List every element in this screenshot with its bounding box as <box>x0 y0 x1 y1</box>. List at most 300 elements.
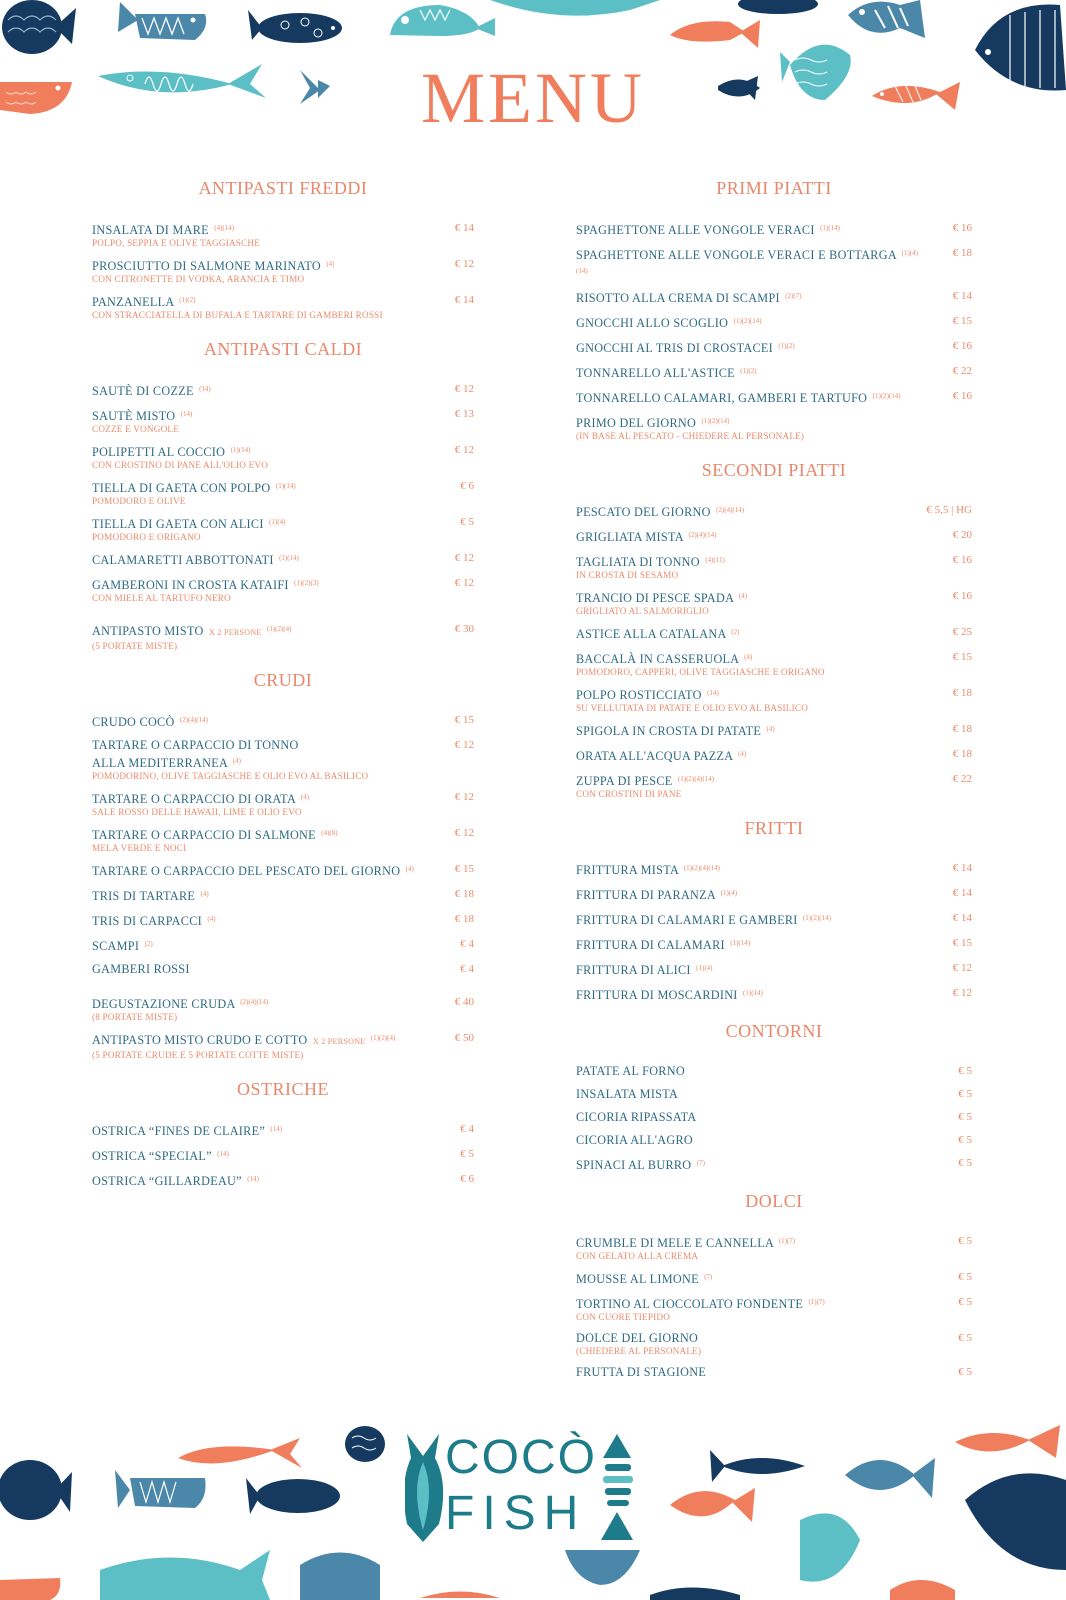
item-price: € 14 <box>952 862 972 874</box>
item-name-text: SPAGHETTONE ALLE VONGOLE VERACI E BOTTARGA <box>576 248 897 262</box>
menu-item <box>576 1109 972 1125</box>
item-name <box>576 552 926 570</box>
item-description: POLPO, SEPPIA E OLIVE TAGGIASCHE <box>92 238 261 248</box>
item-description: COZZE E VONGOLE <box>92 424 180 434</box>
item-description: CON GELATO ALLA CREMA <box>576 1251 699 1261</box>
item-name-text: INSALATA DI MARE <box>92 223 209 237</box>
item-name-text: FRITTURA DI PARANZA <box>576 888 716 902</box>
allergen-note: (2)(4)(14) <box>240 998 269 1006</box>
item-price: € 30 <box>454 623 474 635</box>
item-price: € 12 <box>454 827 474 839</box>
menu-item <box>576 1294 972 1323</box>
item-name-text: DOLCE DEL GIORNO <box>576 1331 699 1345</box>
allergen-note: (1)(2)(14) <box>733 317 762 325</box>
menu-item <box>576 649 972 678</box>
item-name-text: GAMBERONI IN CROSTA KATAIFI <box>92 578 289 592</box>
allergen-note: (1)(2)(14) <box>701 417 730 425</box>
item-name <box>92 292 428 310</box>
fish-icon <box>800 1513 860 1581</box>
item-name-text: CICORIA RIPASSATA <box>576 1110 697 1124</box>
item-name <box>576 985 926 1003</box>
menu-item <box>576 1269 972 1287</box>
allergen-note: (1)(2)(4) <box>370 1034 396 1042</box>
allergen-note: (14) <box>270 1125 283 1133</box>
item-name-text: POLPO ROSTICCIATO <box>576 688 702 702</box>
item-name-text: OSTRICA “SPECIAL” <box>92 1149 212 1163</box>
item-name <box>576 1132 926 1148</box>
item-name-text: GNOCCHI ALLO SCOGLIO <box>576 316 729 330</box>
item-name <box>576 1155 926 1173</box>
menu-section <box>576 816 972 1003</box>
item-name-text: ANTIPASTO MISTO CRUDO E COTTO <box>92 1033 308 1047</box>
item-name-text: TARTARE O CARPACCIO DEL PESCATO DEL GIORNO <box>92 864 401 878</box>
allergen-note: (4) <box>200 890 209 898</box>
item-name-text: MOUSSE AL LIMONE <box>576 1272 699 1286</box>
menu-item <box>576 624 972 642</box>
allergen-note: (2)(4)(14) <box>688 531 717 539</box>
menu-item <box>92 737 474 782</box>
item-name <box>576 1364 926 1380</box>
item-price: € 14 <box>952 290 972 302</box>
item-description: (CHIEDERE AL PERSONALE) <box>576 1346 702 1356</box>
allergen-note: (4) <box>326 260 335 268</box>
item-price: € 25 <box>952 626 972 638</box>
allergen-note: (1)(4) <box>720 889 738 897</box>
fish-icon <box>710 1450 805 1482</box>
brand-name-line2: FISH <box>445 1487 587 1540</box>
item-name-text: FRITTURA DI CALAMARI <box>576 938 725 952</box>
menu-item <box>92 1146 474 1164</box>
item-name <box>576 1109 926 1125</box>
item-name <box>92 220 428 238</box>
item-name <box>92 911 428 929</box>
fish-icon <box>845 1458 935 1498</box>
item-price: € 12 <box>454 383 474 395</box>
item-name <box>576 502 926 520</box>
item-description: (8 PORTATE MISTE) <box>92 1012 178 1022</box>
menu-item <box>576 771 972 800</box>
allergen-note: (1)(2) <box>778 342 795 350</box>
allergen-note: (2) <box>144 940 153 948</box>
item-price: € 12 <box>454 258 474 270</box>
item-name-text: GNOCCHI AL TRIS DI CROSTACEI <box>576 341 774 355</box>
menu-item <box>92 220 474 249</box>
allergen-note: (4) <box>207 915 216 923</box>
item-description: CON MIELE AL TARTUFO NERO <box>92 593 231 603</box>
menu-item <box>92 994 474 1023</box>
allergen-note: (1)(2)(4) <box>266 625 292 633</box>
item-price: € 5 <box>460 1148 474 1160</box>
item-name-text: RISOTTO ALLA CREMA DI SCAMPI <box>576 291 780 305</box>
menu-section <box>92 1077 474 1189</box>
item-serving-note: X 2 PERSONE <box>208 628 262 637</box>
item-name <box>576 288 926 306</box>
item-price: € 16 <box>952 390 972 402</box>
item-price: € 16 <box>952 590 972 602</box>
item-price: € 20 <box>952 529 972 541</box>
item-name-text: PESCATO DEL GIORNO <box>576 505 711 519</box>
item-name-text: TAGLIATA DI TONNO <box>576 555 700 569</box>
brand-name-line1: COCÒ <box>445 1431 597 1484</box>
item-name <box>576 413 926 431</box>
item-price: € 13 <box>454 408 474 420</box>
item-name-text: PRIMO DEL GIORNO <box>576 416 697 430</box>
item-name <box>92 1121 428 1139</box>
menu-item <box>576 746 972 764</box>
allergen-note: (1)(7) <box>778 1237 796 1245</box>
item-price: € 14 <box>454 294 474 306</box>
menu-item <box>576 885 972 903</box>
item-price: € 18 <box>454 913 474 925</box>
allergen-note: (4)(8) <box>321 829 338 837</box>
menu-title: MENU <box>421 58 645 138</box>
section-title: FRITTI <box>744 818 804 838</box>
item-price: € 14 <box>454 222 474 234</box>
allergen-note: (4) <box>405 865 414 873</box>
section-title: SECONDI PIATTI <box>701 460 847 480</box>
allergen-note: (7) <box>696 1159 705 1167</box>
item-description: (5 PORTATE MISTE) <box>92 641 178 651</box>
allergen-note: (4) <box>300 793 309 801</box>
allergen-note: (1)(4) <box>269 518 286 526</box>
item-name-text: FRUTTA DI STAGIONE <box>576 1365 707 1379</box>
item-price: € 4 <box>460 938 474 950</box>
item-description: POMODORO E OLIVE <box>92 496 186 506</box>
item-name-text: TONNARELLO CALAMARI, GAMBERI E TARTUFO <box>576 391 868 405</box>
item-name <box>92 712 428 730</box>
fish-icon <box>178 1438 302 1468</box>
menu-item <box>576 552 972 581</box>
item-price: € 18 <box>952 748 972 760</box>
item-price: € 5 <box>958 1065 972 1077</box>
menu-item <box>92 406 474 435</box>
item-description: CON STRACCIATELLA DI BUFALA E TARTARE DI GAMBERI ROSSI <box>92 310 383 320</box>
fish-icon <box>738 0 818 14</box>
item-description: POMODORO E ORIGANO <box>92 532 201 542</box>
item-price: € 5 <box>958 1366 972 1378</box>
allergen-note: (1)(2)(14) <box>872 392 901 400</box>
allergen-note: (4)(14) <box>214 224 235 232</box>
section-title: ANTIPASTI FREDDI <box>198 178 368 198</box>
item-name <box>92 406 428 424</box>
menu-item <box>576 985 972 1003</box>
item-name <box>576 960 926 978</box>
item-price: € 50 <box>454 1032 474 1044</box>
menu-item <box>92 381 474 399</box>
brand-logo <box>405 1431 645 1542</box>
item-serving-note: X 2 PERSONE <box>312 1037 366 1046</box>
item-name <box>576 910 926 928</box>
allergen-note: (2) <box>731 628 740 636</box>
menu-item <box>92 886 474 904</box>
allergen-note: (2)(4)(14) <box>179 716 208 724</box>
section-title: CRUDI <box>253 670 313 690</box>
menu-item <box>576 1364 972 1380</box>
menu-item <box>576 960 972 978</box>
item-description: GRIGLIATO AL SALMORIGLIO <box>576 606 709 616</box>
fish-icon <box>965 1473 1066 1570</box>
menu-item <box>576 1155 972 1173</box>
item-name <box>576 885 926 903</box>
item-price: € 12 <box>952 962 972 974</box>
item-name-text: SAUTÈ DI COZZE <box>92 384 194 398</box>
item-name-text: PROSCIUTTO DI SALMONE MARINATO <box>92 259 321 273</box>
menu-item <box>92 292 474 321</box>
menu-item <box>576 588 972 617</box>
allergen-note: (14) <box>180 410 193 418</box>
allergen-note: (1)(14) <box>743 989 763 997</box>
allergen-note: (1)(7) <box>808 1298 825 1306</box>
allergen-note: (4) <box>232 757 241 765</box>
item-name-text: TRIS DI CARPACCI <box>92 914 202 928</box>
allergen-note: (1)(14) <box>820 224 840 232</box>
fish-icon <box>2 0 76 54</box>
item-name <box>92 256 428 274</box>
menu-item <box>576 338 972 356</box>
spacer <box>92 611 474 621</box>
item-name-text-line2: ALLA MEDITERRANEA <box>92 756 228 770</box>
item-name <box>576 746 926 764</box>
item-description: CON CROSTINO DI PANE ALL'OLIO EVO <box>92 460 269 470</box>
item-name-text: TIELLA DI GAETA CON POLPO <box>92 481 271 495</box>
allergen-note: (14) <box>217 1150 229 1158</box>
menu-section <box>576 1019 972 1173</box>
allergen-note: (1)(14) <box>230 446 251 454</box>
item-name <box>92 1146 428 1164</box>
item-description: SALE ROSSO DELLE HAWAII, LIME E OLIO EVO <box>92 807 302 817</box>
allergen-note: (1)(2)(3) <box>294 579 319 587</box>
item-name <box>92 861 428 879</box>
item-name-text: GRIGLIATA MISTA <box>576 530 684 544</box>
menu-item <box>576 413 972 442</box>
fish-icon <box>955 1425 1060 1458</box>
item-price: € 5 <box>460 516 474 528</box>
menu-item <box>92 789 474 818</box>
item-name-text: TRANCIO DI PESCE SPADA <box>576 591 734 605</box>
item-price: € 12 <box>454 739 474 751</box>
item-name <box>92 994 428 1012</box>
item-name <box>576 338 926 356</box>
item-name <box>92 825 428 843</box>
item-name <box>92 442 428 460</box>
allergen-note: (1)(14) <box>279 554 299 562</box>
item-name <box>92 936 428 954</box>
spacer <box>92 984 474 994</box>
allergen-note: (1)(2)(14) <box>802 914 831 922</box>
item-description: CON CUORE TIEPIDO <box>576 1312 671 1322</box>
menu-item <box>576 721 972 739</box>
fish-icon <box>345 1426 385 1462</box>
item-name <box>576 1233 926 1251</box>
menu-item <box>576 527 972 545</box>
section-title: ANTIPASTI CALDI <box>203 339 363 359</box>
fish-icon <box>670 1488 755 1522</box>
fish-icon <box>390 5 495 36</box>
item-description: CON CROSTINI DI PANE <box>576 789 682 799</box>
item-description: (5 PORTATE CRUDE E 5 PORTATE COTTE MISTE) <box>92 1050 304 1060</box>
menu-item <box>576 1132 972 1148</box>
item-price: € 14 <box>952 912 972 924</box>
item-price: € 15 <box>454 863 474 875</box>
item-price: € 12 <box>454 552 474 564</box>
item-name <box>576 860 926 878</box>
item-price: € 18 <box>952 247 972 259</box>
menu-item <box>576 502 972 520</box>
section-title: DOLCI <box>745 1191 803 1211</box>
menu-item <box>576 935 972 953</box>
item-price: € 5 <box>958 1271 972 1283</box>
menu-section <box>92 337 474 652</box>
item-name <box>576 245 926 281</box>
item-name <box>92 478 428 496</box>
item-name-text: OSTRICA “FINES DE CLAIRE” <box>92 1124 266 1138</box>
item-name <box>92 550 428 568</box>
allergen-note: (2)(4)(14) <box>716 506 745 514</box>
item-price: € 12 <box>454 577 474 589</box>
allergen-note: (1)(2) <box>740 367 757 375</box>
item-name <box>92 961 428 977</box>
menu-item <box>576 1063 972 1079</box>
item-name <box>576 1330 926 1346</box>
item-name <box>576 721 926 739</box>
item-name-text: FRITTURA DI ALICI <box>576 963 691 977</box>
item-name-text: SPIGOLA IN CROSTA DI PATATE <box>576 724 762 738</box>
menu-item <box>92 575 474 604</box>
item-name <box>92 737 428 771</box>
menu-item <box>92 961 474 977</box>
section-title: CONTORNI <box>725 1021 823 1041</box>
menu-section <box>576 1189 972 1380</box>
allergen-note: (4) <box>738 750 747 758</box>
item-price: € 16 <box>952 222 972 234</box>
item-name-text: TARTARE O CARPACCIO DI ORATA <box>92 792 296 806</box>
allergen-note: (1)(14) <box>730 939 751 947</box>
item-price: € 40 <box>454 996 474 1008</box>
item-price: € 15 <box>454 714 474 726</box>
fish-icon <box>490 0 660 16</box>
item-description: POMODORO, CAPPERI, OLIVE TAGGIASCHE E ORIGANO <box>576 667 825 677</box>
menu-item <box>576 1086 972 1102</box>
item-name <box>92 1171 428 1189</box>
item-price: € 22 <box>952 773 972 785</box>
item-price: € 16 <box>952 340 972 352</box>
item-name <box>576 363 926 381</box>
menu-column-right <box>576 176 972 1396</box>
menu-item <box>576 1233 972 1262</box>
item-name-text: ANTIPASTO MISTO <box>92 624 204 638</box>
item-description: SU VELLUTATA DI PATATE E OLIO EVO AL BASILICO <box>576 703 809 713</box>
menu-item <box>576 363 972 381</box>
allergen-note: (4)(11) <box>705 556 725 564</box>
allergen-note: (1)(4)(14) <box>576 249 918 275</box>
item-name <box>576 313 926 331</box>
menu-item <box>92 936 474 954</box>
item-price: € 12 <box>454 791 474 803</box>
menu-item <box>92 621 474 652</box>
item-name-text: DEGUSTAZIONE CRUDA <box>92 997 235 1011</box>
menu-section <box>576 458 972 800</box>
fish-icon <box>0 1460 72 1520</box>
item-name <box>576 771 926 789</box>
item-price: € 14 <box>952 887 972 899</box>
item-name <box>92 514 428 532</box>
item-name-text: PATATE AL FORNO <box>576 1064 685 1078</box>
item-name-text: TRIS DI TARTARE <box>92 889 196 903</box>
menu-item <box>576 245 972 281</box>
item-price: € 18 <box>952 723 972 735</box>
menu-item <box>576 388 972 406</box>
item-description: POMODORINO, OLIVE TAGGIASCHE E OLIO EVO AL BASILICO <box>92 771 369 781</box>
menu-section <box>576 176 972 442</box>
item-name <box>576 388 926 406</box>
item-name <box>576 649 926 667</box>
menu-item <box>92 1121 474 1139</box>
item-name <box>92 1030 428 1050</box>
item-price: € 12 <box>952 987 972 999</box>
menu-item <box>92 1030 474 1061</box>
item-price: € 15 <box>952 315 972 327</box>
fish-icon <box>248 10 342 43</box>
item-name <box>576 1086 926 1102</box>
menu-item <box>92 478 474 507</box>
item-name <box>576 220 926 238</box>
menu-section <box>92 668 474 1061</box>
fish-icon <box>118 2 206 40</box>
menu-item <box>92 712 474 730</box>
menu-item <box>576 685 972 714</box>
item-name <box>576 588 926 606</box>
menu-item <box>576 1330 972 1357</box>
allergen-note: (14) <box>247 1175 259 1183</box>
allergen-note: (1)(2)(4)(14) <box>683 864 720 872</box>
item-price: € 6 <box>460 1173 474 1185</box>
item-name-text: GAMBERI ROSSI <box>92 962 190 976</box>
item-name <box>576 527 926 545</box>
item-name-text: ZUPPA DI PESCE <box>576 774 673 788</box>
item-price: € 5 <box>958 1111 972 1123</box>
item-name <box>92 886 428 904</box>
allergen-note: (1)(2)(4)(14) <box>677 775 715 783</box>
item-price: € 15 <box>952 651 972 663</box>
item-name-text: TONNARELLO ALL'ASTICE <box>576 366 735 380</box>
section-title: PRIMI PIATTI <box>716 178 832 198</box>
fish-icon <box>100 1550 270 1600</box>
menu-item <box>576 860 972 878</box>
section-title: OSTRICHE <box>236 1079 329 1099</box>
item-name-text: FRITTURA DI MOSCARDINI <box>576 988 738 1002</box>
item-price: € 4 <box>460 963 474 975</box>
menu-column-left <box>92 176 474 1205</box>
item-price: € 6 <box>460 480 474 492</box>
item-name-text: OSTRICA “GILLARDEAU” <box>92 1174 242 1188</box>
fish-icon <box>300 1553 380 1600</box>
item-name <box>576 685 926 703</box>
item-name-text: CRUDO COCÒ <box>92 715 175 729</box>
item-price: € 5 <box>958 1157 972 1169</box>
item-name-text: TORTINO AL CIOCCOLATO FONDENTE <box>576 1297 804 1311</box>
item-name-text: CRUMBLE DI MELE E CANNELLA <box>576 1236 774 1250</box>
item-description: MELA VERDE E NOCI <box>92 843 187 853</box>
item-name-text: ORATA ALL'ACQUA PAZZA <box>576 749 733 763</box>
allergen-note: (1)(4) <box>696 964 713 972</box>
item-name <box>576 935 926 953</box>
item-name <box>92 621 428 641</box>
item-name-text: SPINACI AL BURRO <box>576 1158 692 1172</box>
item-price: € 5 <box>958 1235 972 1247</box>
fish-icon <box>670 20 760 48</box>
menu-item <box>92 550 474 568</box>
item-name-text: SPAGHETTONE ALLE VONGOLE VERACI <box>576 223 815 237</box>
